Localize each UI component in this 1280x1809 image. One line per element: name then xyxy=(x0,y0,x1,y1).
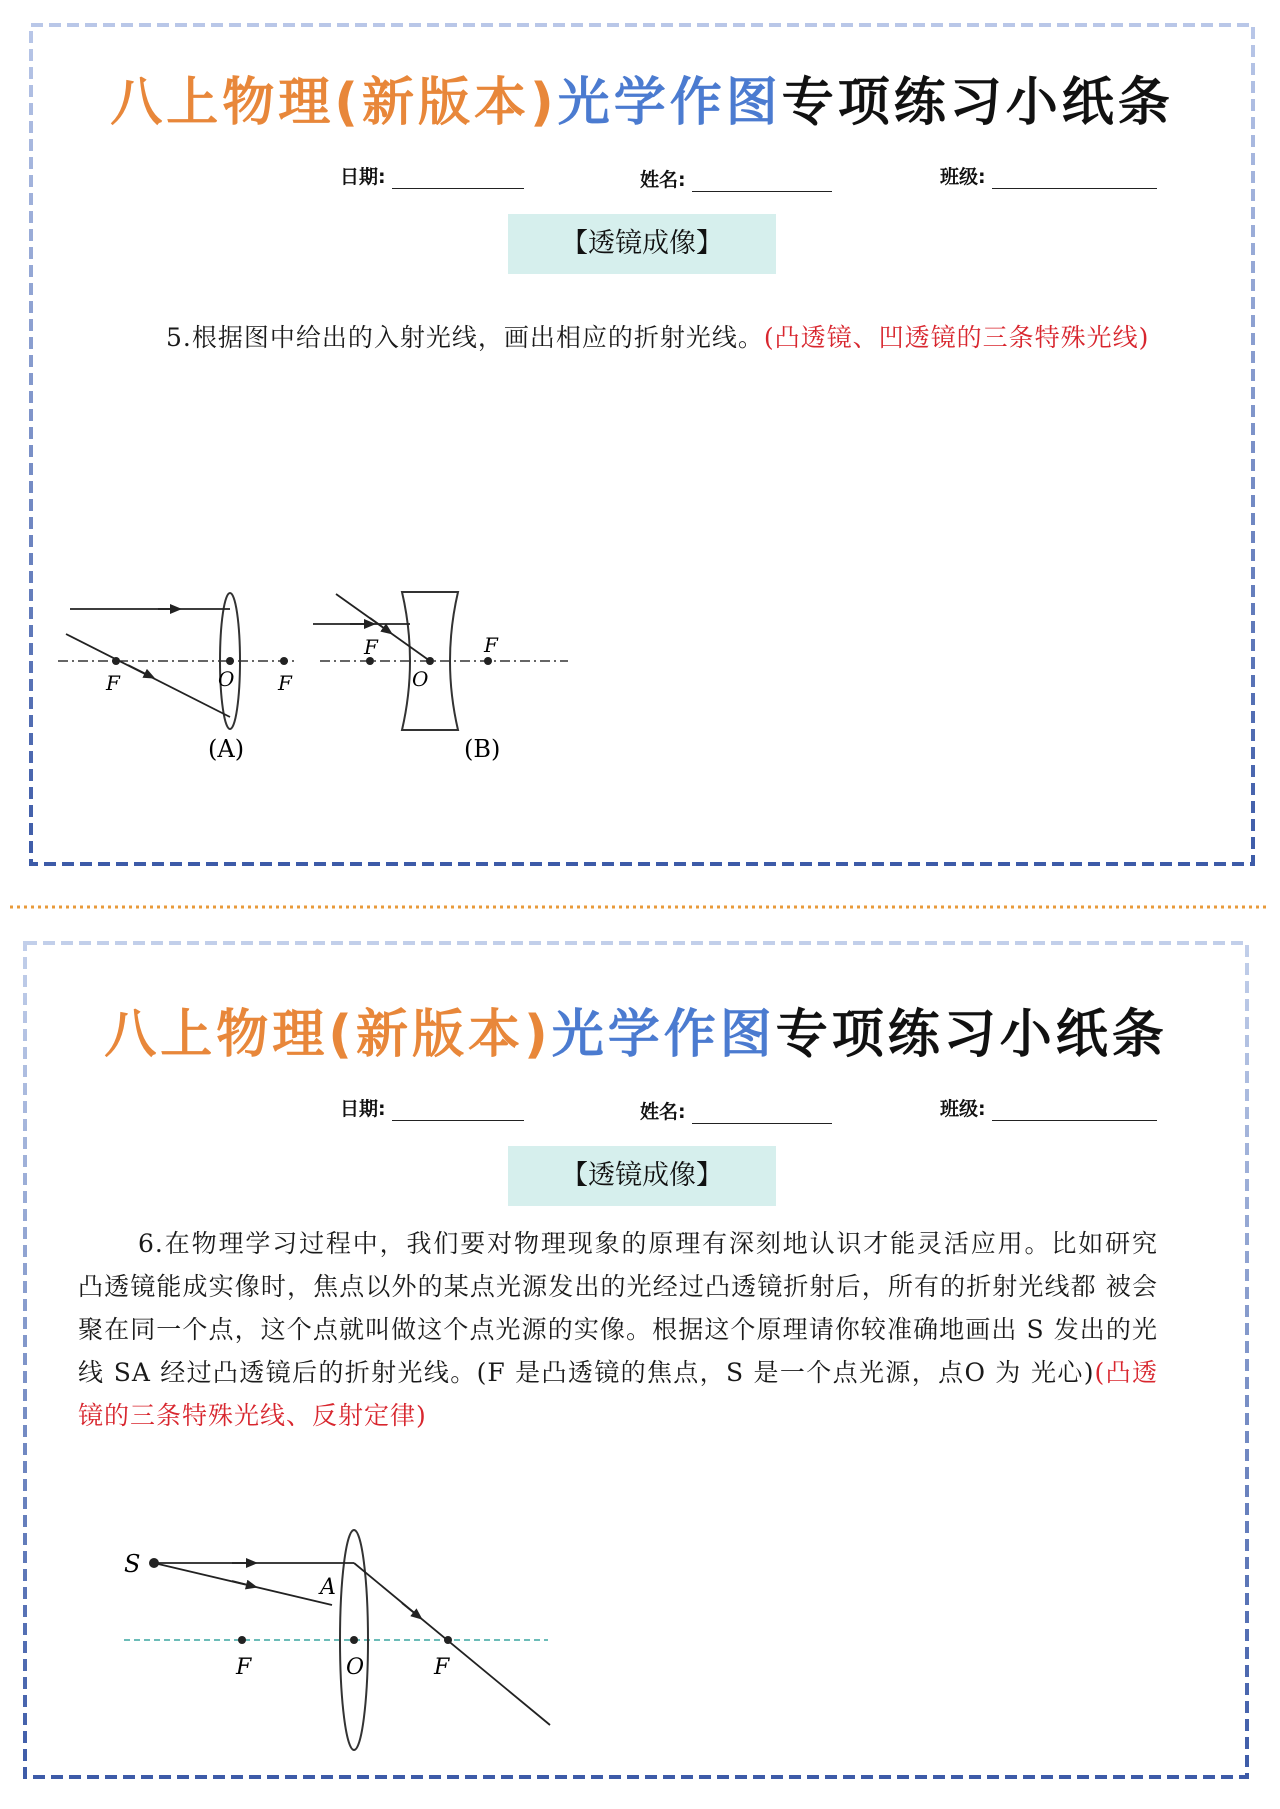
point-source-s xyxy=(149,1558,159,1568)
label-a-f-right: F xyxy=(278,671,292,695)
worksheet-card-1 xyxy=(28,22,1256,867)
question-6-hint: (凸透镜的三条特殊光线、反射定律) xyxy=(78,1358,1158,1430)
label-b-f-left: F xyxy=(364,635,378,659)
label-b-o: O xyxy=(412,667,429,691)
question-5-text: 5.根据图中给出的入射光线，画出相应的折射光线。 xyxy=(166,323,764,352)
class-blank[interactable] xyxy=(992,187,1157,189)
name-field[interactable] xyxy=(640,165,832,192)
date-field[interactable] xyxy=(340,1094,524,1121)
date-field[interactable] xyxy=(340,162,524,189)
name-label: 姓名: xyxy=(640,1101,686,1123)
focus-point-a-right xyxy=(280,657,288,665)
page-separator xyxy=(10,905,1270,909)
label-a: A xyxy=(320,1575,336,1600)
question-5-hint: (凸透镜、凹透镜的三条特殊光线) xyxy=(763,323,1150,352)
class-label: 班级: xyxy=(940,166,986,188)
lens-figure-ab xyxy=(58,562,598,772)
date-label: 日期: xyxy=(340,1098,386,1120)
figure-a-convex-lens xyxy=(58,593,298,763)
class-blank[interactable] xyxy=(992,1119,1157,1121)
worksheet-title xyxy=(22,992,1250,1067)
focus-point-right xyxy=(444,1636,452,1644)
date-blank[interactable] xyxy=(392,187,524,189)
focus-point-left xyxy=(238,1636,246,1644)
name-field[interactable] xyxy=(640,1097,832,1124)
label-f-right: F xyxy=(434,1655,450,1680)
date-blank[interactable] xyxy=(392,1119,524,1121)
section-label: 【透镜成像】 xyxy=(508,1146,776,1206)
title-grade-part: 八上物理(新版本) xyxy=(104,1005,552,1065)
caption-b: (B) xyxy=(464,735,501,763)
class-field[interactable] xyxy=(940,162,1157,189)
title-type-part: 专项练习小纸条 xyxy=(781,73,1174,133)
optical-center-b xyxy=(426,657,434,665)
question-5 xyxy=(78,298,1208,378)
title-topic-part: 光学作图 xyxy=(557,73,782,133)
caption-a: (A) xyxy=(208,735,245,763)
optical-center xyxy=(350,1636,358,1644)
class-field[interactable] xyxy=(940,1094,1157,1121)
name-label: 姓名: xyxy=(640,169,686,191)
refracted-ray xyxy=(354,1563,550,1725)
label-a-o: O xyxy=(218,667,235,691)
question-6 xyxy=(78,1222,1158,1437)
info-fields xyxy=(22,1094,1250,1134)
date-label: 日期: xyxy=(340,166,386,188)
label-b-f-right: F xyxy=(484,633,498,657)
focus-point-a-left xyxy=(112,657,120,665)
class-label: 班级: xyxy=(940,1098,986,1120)
optical-center-a xyxy=(226,657,234,665)
focus-point-b-right xyxy=(484,657,492,665)
title-type-part: 专项练习小纸条 xyxy=(775,1005,1168,1065)
info-fields xyxy=(28,162,1256,202)
section-label: 【透镜成像】 xyxy=(508,214,776,274)
lens-figure-point-source xyxy=(92,1510,572,1770)
figure-b-concave-lens xyxy=(313,592,568,763)
label-o: O xyxy=(346,1655,365,1680)
worksheet-card-2 xyxy=(22,940,1250,1780)
label-f-left: F xyxy=(236,1655,252,1680)
name-blank[interactable] xyxy=(692,1122,832,1124)
name-blank[interactable] xyxy=(692,190,832,192)
label-s: S xyxy=(124,1550,141,1578)
title-grade-part: 八上物理(新版本) xyxy=(110,73,558,133)
worksheet-title xyxy=(28,60,1256,135)
question-6-text: 6.在物理学习过程中，我们要对物理现象的原理有深刻地认识才能灵活应用。比如研究 凸透镜能成实像时，焦点以外的某点光源发出的光经过凸透镜折射后，所有的折射光线都 被会聚在同一个点，这个点就叫做这个点光源的实像。根据这个原理请你较准确地画出 S 发出的光线 SA 经过凸透镜后的折射光线。(F 是凸透镜的焦点，S 是一个点光源，点O 为 光心) xyxy=(78,1229,1158,1387)
label-a-f-left: F xyxy=(106,671,120,695)
title-topic-part: 光学作图 xyxy=(551,1005,776,1065)
